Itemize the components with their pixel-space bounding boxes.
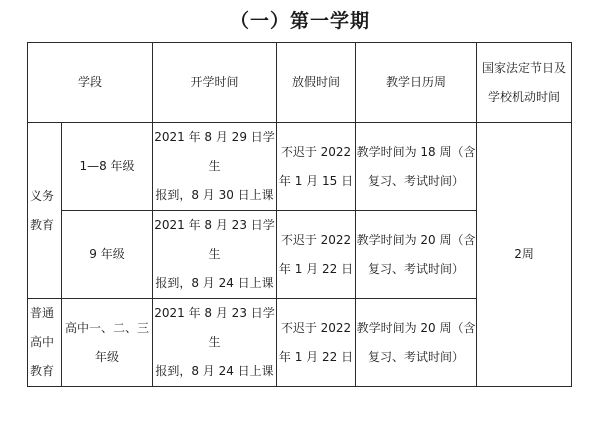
- teaching-weeks-cell: 教学时间为 18 周（含 复习、考试时间）: [356, 123, 477, 211]
- start-time-cell: 2021 年 8 月 23 日学生 报到，8 月 24 日上课: [153, 299, 277, 387]
- grade-cell: 1—8 年级: [62, 123, 153, 211]
- header-holiday-time: 放假时间: [277, 43, 356, 123]
- holiday-cell: 不迟于 2022 年 1 月 22 日: [277, 299, 356, 387]
- flexible-time-cell: 2周: [477, 123, 572, 387]
- grade-cell: 高中一、二、三 年级: [62, 299, 153, 387]
- holiday-cell: 不迟于 2022 年 1 月 22 日: [277, 211, 356, 299]
- holiday-cell: 不迟于 2022 年 1 月 15 日: [277, 123, 356, 211]
- start-time-cell: 2021 年 8 月 23 日学生 报到，8 月 24 日上课: [153, 211, 277, 299]
- grade-cell: 9 年级: [62, 211, 153, 299]
- header-stage: 学段: [28, 43, 153, 123]
- group-compulsory-education: 义务 教育: [28, 123, 62, 299]
- header-teaching-weeks: 教学日历周: [356, 43, 477, 123]
- header-start-time: 开学时间: [153, 43, 277, 123]
- teaching-weeks-cell: 教学时间为 20 周（含 复习、考试时间）: [356, 299, 477, 387]
- group-high-school-education: 普通 高中 教育: [28, 299, 62, 387]
- semester-calendar-table: [27, 42, 572, 387]
- header-flexible-time: 国家法定节日及 学校机动时间: [477, 43, 572, 123]
- page-title: （一）第一学期: [229, 10, 370, 32]
- header-row: [28, 43, 572, 123]
- table-row: [28, 123, 572, 211]
- teaching-weeks-cell: 教学时间为 20 周（含 复习、考试时间）: [356, 211, 477, 299]
- start-time-cell: 2021 年 8 月 29 日学生 报到，8 月 30 日上课: [153, 123, 277, 211]
